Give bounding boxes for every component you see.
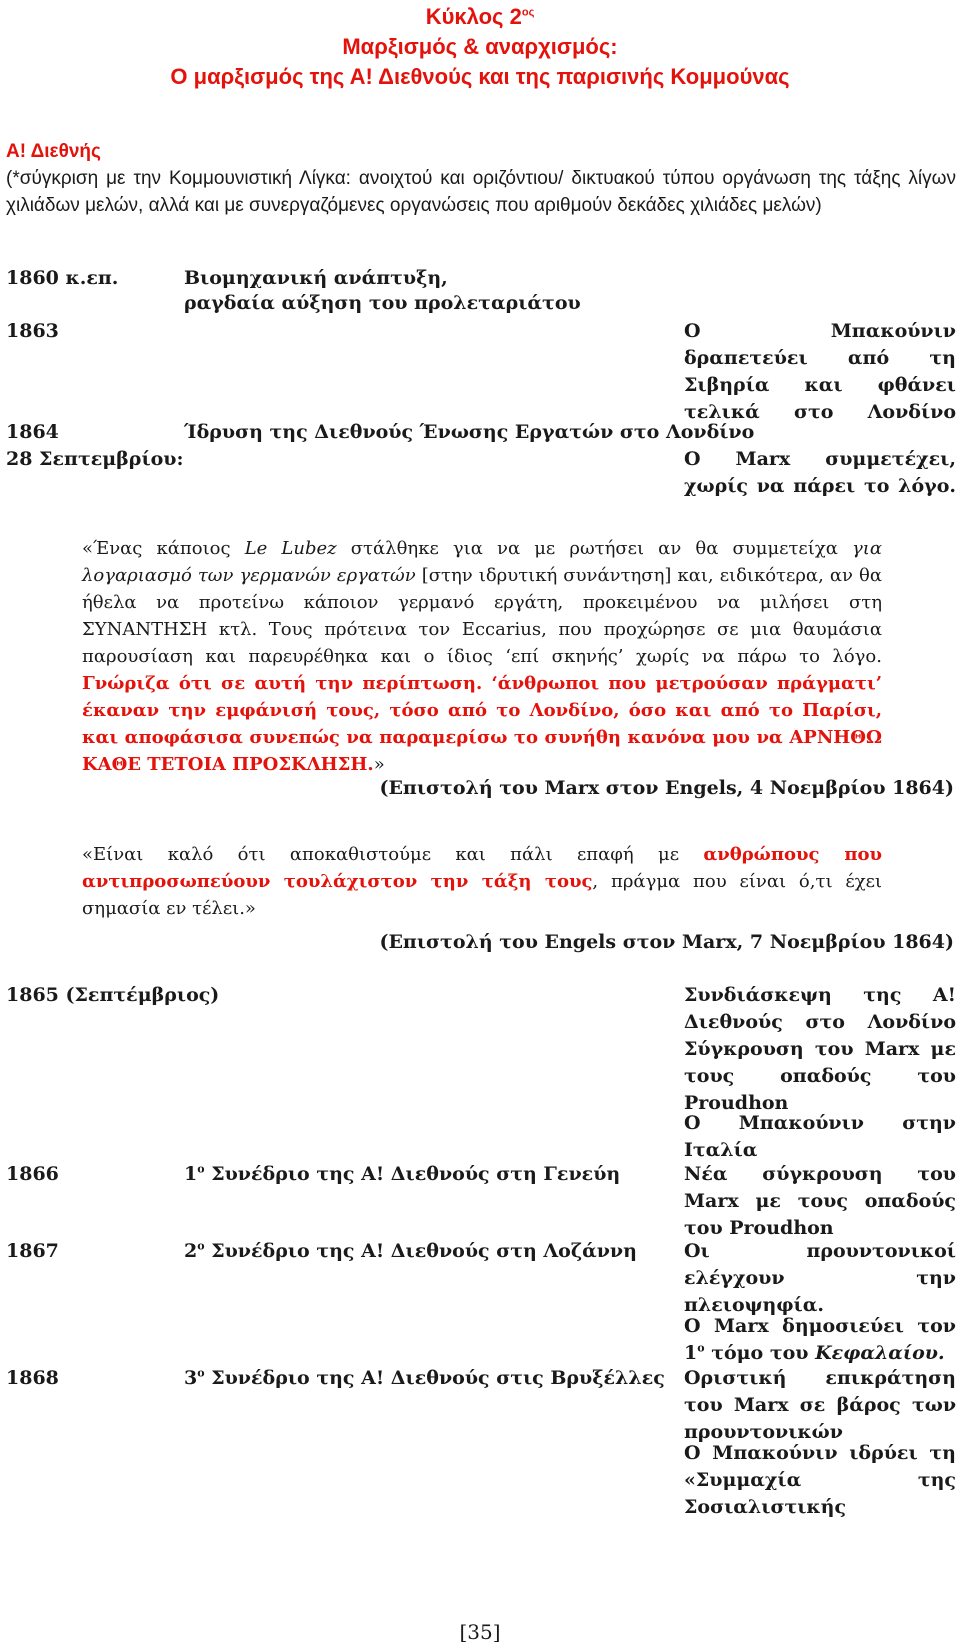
event-1866: Νέα σύγκρουση του Marx με τους οπαδούς του Proudhon: [684, 1163, 956, 1239]
year-1863: 1863: [6, 320, 59, 342]
intro-note: (*σύγκριση με την Κομμουνιστική Λίγκα: ανοιχτού και οριζόντιου/ δικτυακού τύπου οργάνωση της τάξης λίγων χιλιάδων μελών, αλλά και με συνεργαζόμενες οργανώσεις που αριθμούν δεκάδες χιλιάδες μελών): [6, 168, 956, 216]
congress-1866: $1^o$ Συνέδριο της Α! Διεθνούς στη Γενεύη: [184, 1162, 621, 1185]
congress-1867: $2^o$ Συνέδριο της Α! Διεθνούς στη Λοζάννη: [184, 1239, 637, 1262]
date-sept-28: 28 Σεπτεμβρίου:: [6, 448, 184, 470]
event-1868-a: Οριστική επικράτηση του Marx σε βάρος των προυντονικών: [684, 1367, 956, 1443]
event-1865-c: Ο Μπακούνιν στην Ιταλία: [684, 1112, 956, 1161]
event-1860-line2: ραγδαία αύξηση του προλεταριάτου: [184, 292, 581, 314]
page-header: [0, 0, 960, 92]
main-title: Ο μαρξισμός της Α! Διεθνούς και της παρισινής Κομμούνας: [170, 64, 790, 89]
section-title: Α! Διεθνής: [6, 141, 101, 162]
cycle-title: Κύκλος $2^{o\varsigma}$: [425, 4, 535, 29]
event-1867-a: Οι προυντονικοί ελέγχουν την πλειοψηφία.: [684, 1240, 956, 1316]
event-1865-b: Σύγκρουση του Marx με τους οπαδούς του Proudhon: [684, 1038, 956, 1114]
event-1865-a: Συνδιάσκεψη της Α! Διεθνούς στο Λονδίνο: [684, 984, 956, 1033]
quote-marx: «Ένας κάποιος Le Lubez στάλθηκε για να με ρωτήσει αν θα συμμετείχα για λογαριασμό των γερμανών εργατών [στην ιδρυτική συνάντηση] και, ειδικότερα, αν θα ήθελα να προτείνω κάποιον γερμανό εργάτη, προκειμένου να μιλήσει στη ΣΥΝΑΝΤΗΣΗ κτλ. Τους πρότεινα τον Eccarius, που προχώρησε σε μια θαυμάσια παρουσίαση και παρευρέθηκα και ο ίδιος ‘επί σκηνής’ χωρίς να πάρω το λόγο. Γνώριζα ότι σε αυτή την περίπτωση. ‘άνθρωποι που μετρούσαν πράγματι’ έκαναν την εμφάνισή τους, τόσο από το Λονδίνο, όσο και από το Παρίσι, και αποφάσισα συνεπώς να παραμερίσω το συνήθη κανόνα μου να ΑΡΝΗΘΩ ΚΑΘΕ ΤΕΤΟΙΑ ΠΡΟΣΚΛΗΣΗ.»: [82, 538, 882, 775]
event-1868-b: Ο Μπακούνιν ιδρύει τη «Συμμαχία της Σοσιαλιστικής: [684, 1442, 956, 1518]
congress-1868: $3^o$ Συνέδριο της Α! Διεθνούς στις Βρυξέλλες: [184, 1366, 665, 1389]
year-1867: 1867: [6, 1240, 59, 1262]
year-1864: 1864: [6, 421, 59, 443]
page-number: [35]: [459, 1620, 501, 1644]
event-1867-b: Ο Marx δημοσιεύει τον $1^o$ τόμο του Κεφαλαίου.: [684, 1315, 956, 1364]
event-1860-line1: Βιομηχανική ανάπτυξη,: [184, 267, 448, 289]
quote-highlight: Γνώριζα ότι σε αυτή την περίπτωση. ‘άνθρωποι που μετρούσαν πράγματι’ έκαναν την εμφάνισή τους, τόσο από το Λονδίνο, όσο και από το Παρίσι, και αποφάσισα συνεπώς να παραμερίσω το συνήθη κανόνα μου να ΑΡΝΗΘΩ ΚΑΘΕ ΤΕΤΟΙΑ ΠΡΟΣΚΛΗΣΗ.: [82, 673, 882, 775]
quote-highlight: ανθρώπους που αντιπροσωπεύουν τουλάχιστον την τάξη τους: [82, 844, 882, 892]
year-1860: 1860 κ.επ.: [6, 267, 119, 289]
year-1865: 1865 (Σεπτέμβριος): [6, 984, 220, 1006]
event-1864: Ίδρυση της Διεθνούς Ένωσης Εργατών στο Λονδίνο: [184, 421, 755, 443]
intro-section: [6, 138, 956, 219]
event-1863: Ο Μπακούνιν δραπετεύει από τη Σιβηρία και φθάνει τελικά στο Λονδίνο: [684, 320, 956, 423]
quote-engels: «Είναι καλό ότι αποκαθιστούμε και πάλι επαφή με ανθρώπους που αντιπροσωπεύουν τουλάχιστον την τάξη τους, πράγμα που είναι ό,τι έχει σημασία εν τέλει.»: [82, 844, 882, 919]
event-sept-28: Ο Marx συμμετέχει, χωρίς να πάρει το λόγο.: [684, 448, 956, 497]
subtitle: Μαρξισμός & αναρχισμός:: [342, 34, 618, 59]
year-1868: 1868: [6, 1367, 59, 1389]
year-1866: 1866: [6, 1163, 59, 1185]
quote-source-engels: (Επιστολή του Engels στον Marx, 7 Νοεμβρίου 1864): [379, 931, 954, 953]
quote-source-marx: (Επιστολή του Marx στον Engels, 4 Νοεμβρίου 1864): [379, 777, 954, 799]
